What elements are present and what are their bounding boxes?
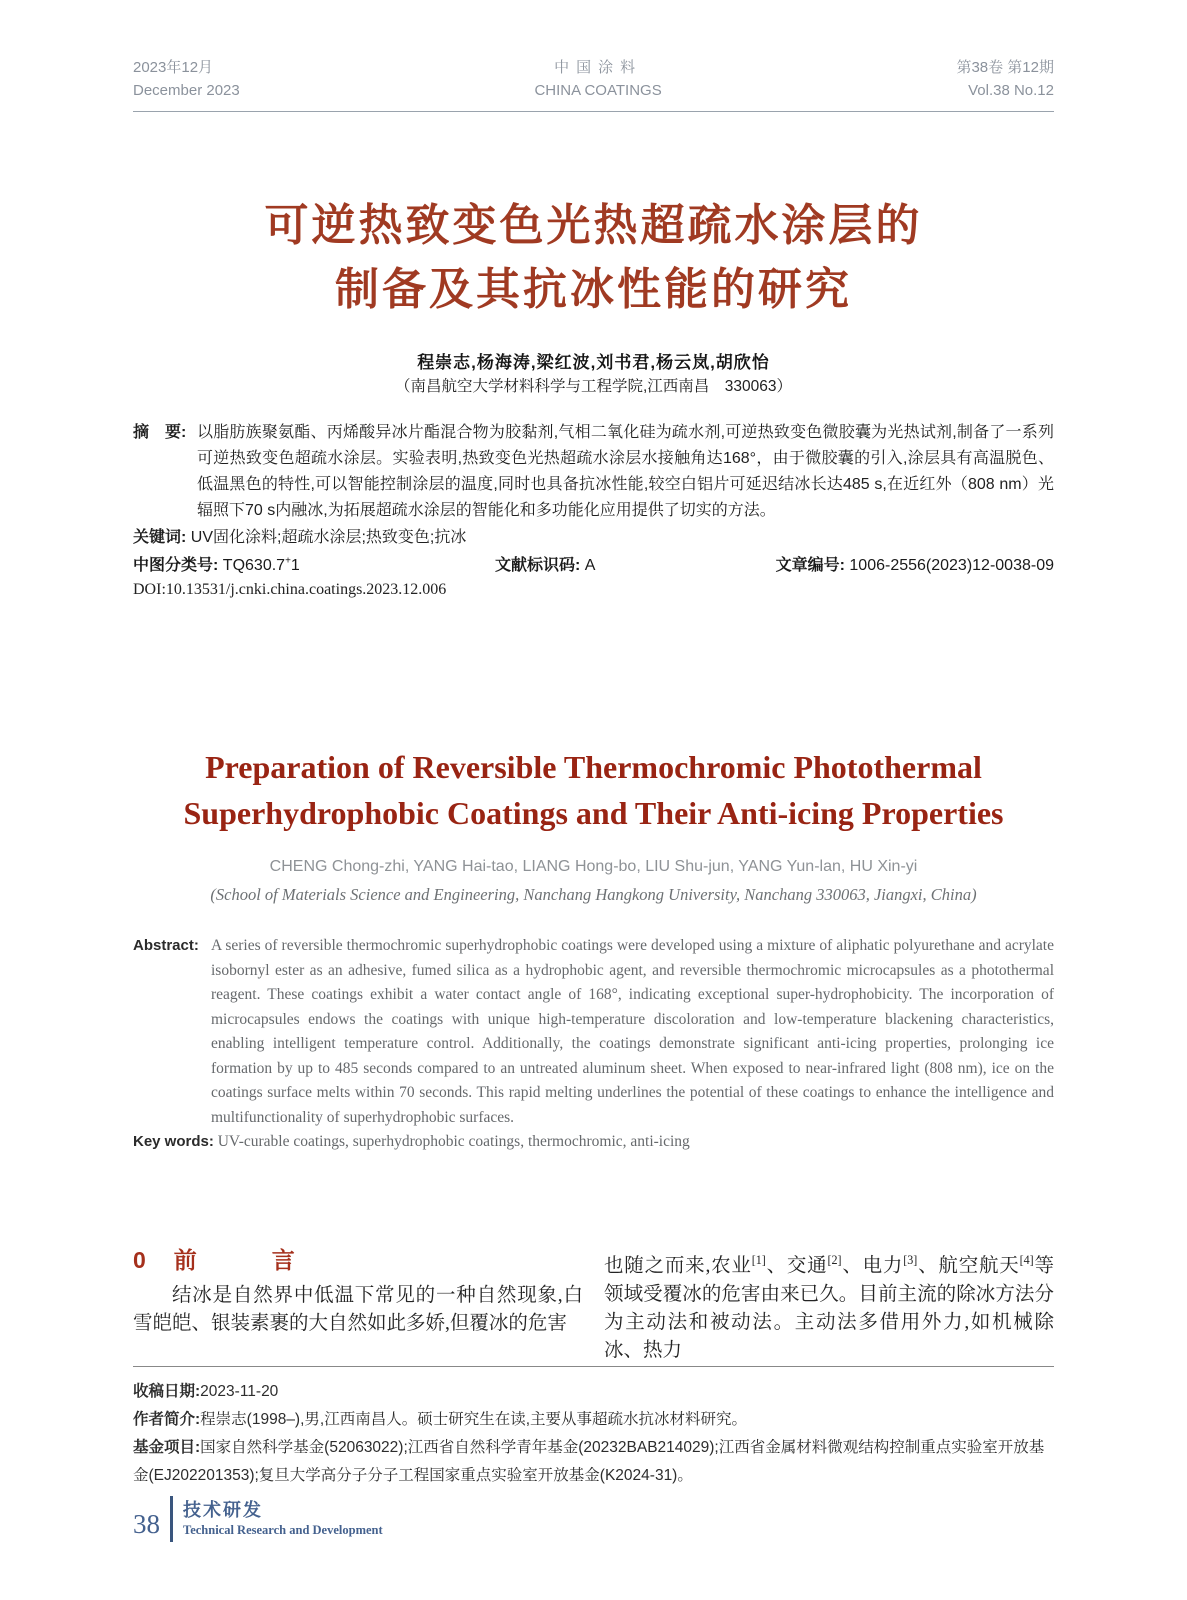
- header-journal-zh: 中国涂料: [554, 59, 643, 76]
- article-id: [776, 552, 1054, 575]
- article-id-value: 1006-2556(2023)12-0038-09: [849, 557, 1054, 574]
- footnote-funding-label: 基金项目:: [133, 1439, 201, 1456]
- section-0-heading: [133, 1246, 583, 1274]
- document-code-label: 文献标识码:: [495, 557, 581, 574]
- intro-text: 、电力: [841, 1255, 904, 1277]
- article-meta-row: [133, 552, 1054, 575]
- document-code-value: A: [584, 557, 596, 574]
- clc-value-sup: +: [285, 555, 291, 567]
- header-issue-en: Vol.38 No.12: [968, 82, 1054, 99]
- authors-en: CHENG Chong-zhi, YANG Hai-tao, LIANG Hong-bo, LIU Shu-jun, YANG Yun-lan, HU Xin-yi: [269, 858, 918, 875]
- body-columns: [133, 1246, 1054, 1365]
- header-date-en: December 2023: [133, 82, 240, 99]
- citation-ref-1: [1]: [751, 1253, 766, 1267]
- footer-column-en: Technical Research and Development: [183, 1523, 383, 1537]
- article-title-en: [0, 744, 1187, 836]
- abstract-en: [133, 934, 1054, 1130]
- footnote-funding: [133, 1434, 1054, 1490]
- footnote-received-label: 收稿日期:: [133, 1383, 201, 1400]
- header-date-zh: 2023年12月: [133, 59, 214, 76]
- footer-column-zh: 技术研发: [183, 1500, 263, 1520]
- intro-text: 、航空航天: [917, 1255, 1020, 1277]
- keywords-zh: [133, 524, 1054, 547]
- keywords-en: [133, 1133, 1054, 1151]
- abstract-en-text: A series of reversible thermochromic superhydrophobic coatings were developed using a mixture of aliphatic polyurethane and acrylate isobornyl ester as an adhesive, fumed silica as a hydrophobic agent, and reversible thermochromic microcapsules as a photothermal reagent. These coatings exhibit a water contact angle of 168°, indicating exceptional super-hydrophobicity. The incorporation of microcapsules endows the coatings with unique high-temperature discoloration and low-temperature blackening characteristics, enabling intelligent temperature control. Additionally, the coatings demonstrate significant anti-icing properties, prolonging ice formation by up to 485 seconds compared to an untreated aluminum sheet. When exposed to near-infrared light (808 nm), ice on the coatings surface melts within 70 seconds. This rapid melting underlines the potential of these coatings to enhance the intelligence and multifunctionality of superhydrophobic surfaces.: [211, 937, 1054, 1126]
- keywords-en-text: UV-curable coatings, superhydrophobic coatings, thermochromic, anti-icing: [217, 1133, 690, 1150]
- abstract-en-label: Abstract:: [133, 937, 199, 954]
- intro-paragraph-right: [604, 1246, 1054, 1365]
- keywords-zh-label: 关键词:: [133, 529, 187, 546]
- doi: DOI:10.13531/j.cnki.china.coatings.2023.12.006: [133, 581, 447, 598]
- citation-ref-3: [3]: [903, 1253, 918, 1267]
- citation-ref-2: [2]: [827, 1253, 842, 1267]
- intro-paragraph-left: 结冰是自然界中低温下常见的一种自然现象,白雪皑皑、银装素裹的大自然如此多娇,但覆冰的危害: [133, 1285, 583, 1334]
- section-0-title: 前 言: [173, 1247, 321, 1273]
- page-number: 38: [133, 1508, 160, 1539]
- abstract-zh: [133, 420, 1054, 524]
- document-code: [495, 552, 776, 575]
- footnote-bio: [133, 1406, 1054, 1434]
- clc-value-tail: 1: [290, 557, 300, 574]
- abstract-zh-text: 以脂肪族聚氨酯、丙烯酸异冰片酯混合物为胶黏剂,气相二氧化硅为疏水剂,可逆热致变色微胶囊为光热试剂,制备了一系列可逆热致变色超疏水涂层。实验表明,热致变色光热超疏水涂层水接触角达168°，由于微胶囊的引入,涂层具有高温脱色、低温黑色的特性,可以智能控制涂层的温度,同时也具备抗冰性能,较空白铝片可延迟结冰长达485 s,在近红外（808 nm）光辐照下70 s内融冰,为拓展超疏水涂层的智能化和多功能化应用提供了切实的方法。: [197, 424, 1054, 519]
- right-column: [604, 1246, 1054, 1365]
- journal-header: [133, 56, 1054, 112]
- header-issue-zh: 第38卷 第12期: [956, 59, 1054, 76]
- keywords-zh-text: UV固化涂料;超疏水涂层;热致变色;抗冰: [190, 529, 467, 546]
- footnote-received-value: 2023-11-20: [200, 1383, 279, 1400]
- intro-text: 、交通: [765, 1255, 828, 1277]
- keywords-en-label: Key words:: [133, 1133, 214, 1150]
- clc-label: 中图分类号:: [133, 557, 219, 574]
- footer-column-name: [183, 1499, 383, 1539]
- header-issue: [956, 56, 1054, 102]
- header-date: [133, 56, 240, 102]
- header-journal-name: [534, 56, 661, 102]
- article-title-en-line2: Superhydrophobic Coatings and Their Anti-icing Properties: [183, 795, 1004, 831]
- article-id-label: 文章编号:: [775, 557, 845, 574]
- page-footer: [133, 1496, 383, 1542]
- authors-zh: 程崇志,杨海涛,梁红波,刘书君,杨云岚,胡欣怡: [417, 353, 770, 372]
- footnote-bio-value: 程崇志(1998–),男,江西南昌人。硕士研究生在读,主要从事超疏水抗冰材料研究。: [200, 1411, 748, 1428]
- footnotes: [133, 1366, 1054, 1490]
- article-title-zh-line2: 制备及其抗冰性能的研究: [335, 265, 852, 314]
- abstract-zh-label: 摘 要:: [133, 424, 187, 441]
- citation-ref-4: [4]: [1019, 1253, 1034, 1267]
- article-title-zh: [0, 194, 1187, 322]
- footnote-funding-value: 国家自然科学基金(52063022);江西省自然科学青年基金(20232BAB214029);江西省金属材料微观结构控制重点实验室开放基金(EJ202201353);复旦大学高分子分子工程国家重点实验室开放基金(K2024-31)。: [133, 1439, 1045, 1484]
- affiliation-zh: （南昌航空大学材料科学与工程学院,江西南昌 330063）: [394, 378, 793, 395]
- section-0-number: 0: [133, 1247, 146, 1273]
- intro-text: 也随之而来,农业: [604, 1255, 752, 1277]
- footer-divider: [170, 1496, 173, 1542]
- footnote-bio-label: 作者简介:: [133, 1411, 201, 1428]
- clc-number: [133, 552, 495, 575]
- left-column: [133, 1246, 583, 1365]
- intro-text: 等领域受覆冰的危害由来已久。目前主流的除冰方法分为主动法和被动法。主动法多借用外力,如机械除冰、热力: [604, 1255, 1054, 1361]
- footnote-received: [133, 1378, 1054, 1406]
- header-journal-en: CHINA COATINGS: [534, 82, 662, 99]
- article-title-en-line1: Preparation of Reversible Thermochromic Photothermal: [205, 749, 982, 785]
- affiliation-en: (School of Materials Science and Engineering, Nanchang Hangkong University, Nanchang 330063, Jiangxi, China): [210, 885, 977, 904]
- clc-value-base: TQ630.7: [222, 557, 286, 574]
- article-title-zh-line1: 可逆热致变色光热超疏水涂层的: [264, 201, 923, 250]
